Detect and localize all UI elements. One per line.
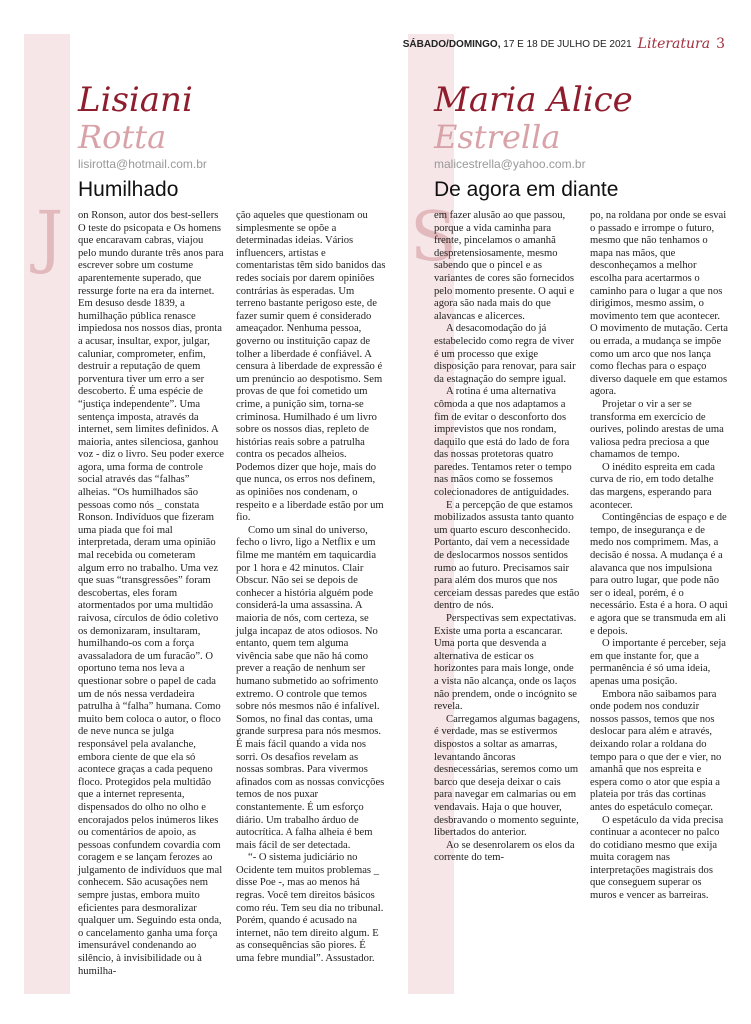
right-author-email: malicestrella@yahoo.com.br	[434, 157, 586, 171]
right-article-title: De agora em diante	[434, 178, 619, 201]
right-author-first-name: Maria Alice	[434, 80, 633, 120]
left-column-1	[78, 210, 224, 978]
paragraph: Como um sinal do universo, fecho o livro, ligo a Netflix e um filme me mantém em taquicardia por 1 hora e 42 minutos. Clair Obscur. Não sei se depois de conhecer a história alguém pode considerá-la uma assassina. A maioria de nós, com certeza, se julga incapaz de atos odiosos. No entanto, quem tem alguma vivência sabe que não há como prever a reação de nenhum ser humano submetido ao sofrimento extremo. O controle que temos sobre nós mesmos não é infalível. Somos, no final das contas, uma grande surpresa para nós mesmos. É mais fácil quando a vida nos sorri. Os desafios revelam as nossas sombras. Para vivermos afinados com as nossas convicções temos de nos puxar constantemente. É um esforço diário. Um trabalho árduo de autocrítica. A falha alheia é bem mais fácil de ser detectada.	[236, 524, 385, 851]
paragraph: Embora não saibamos para onde podem nos conduzir nossos passos, temos que nos deslocar para além e através, deixando rolar a roldana do tempo para o que der e vier, no amanhã que nos espreita e espera como o ator que espia a plateia por trás das cortinas antes do espetáculo começar.	[590, 688, 722, 813]
paragraph: on Ronson, autor dos best-sellers O teste do psicopata e Os homens que encaravam cabras, viajou pelo mundo durante três anos para escrever sobre um costume aparentemente superado, que ressurge forte na era da internet. Em desuso desde 1839, a humilhação pública renasce impiedosa nos nossos dias, pronta a acusar, insultar, expor, julgar, caluniar, comprometer, enfim, destruir a reputação de quem porventura tiver um erro a ser descoberto. É uma espécie de “justiça independente”. Uma sentença imposta, através da internet, sem limites definidos. A maioria, antes silenciosa, ganhou voz - diz o livro. Seu poder exerce agora, uma forma de controle social através das “falhas” alheias. “Os humilhados são pessoas como nós _ constata Ronson. Indivíduos que fizeram uma piada que foi mal interpretada, deram uma opinião mal recebida ou cometeram algum erro no trabalho. Uma vez que suas “transgressões” foram descobertas, eles foram atormentados por uma multidão raivosa, círculos de ódio coletivo os demonizaram, insultaram, humilhando-os com a força avassaladora de um furacão”. O oportuno tema nos leva a questionar sobre o papel de cada um de nós nessa verdadeira patrulha à “falha” humana. Como muito bem coloca o autor, o floco de neve nunca se julga responsável pela avalanche, embora ciente de que ela só acontece graças a cada pequeno floco. Protegidos pela multidão que a internet representa, dispensados do olho no olho e encorajados pelos inúmeros likes ou comentários de apoio, as pessoas confundem covardia com coragem e se lançam ferozes ao julgamento de indivíduos que mal conhecem. São acusações nem sempre justas, embora muito eficientes para desmoralizar qualquer um. Seguindo esta onda, o cancelamento ganha uma força imensurável condenando ao silêncio, à invisibilidade ou à humilha-	[78, 210, 224, 977]
paragraph: Carregamos algumas bagagens, é verdade, mas se estivermos dispostos a soltar as amarras, levantando âncoras desnecessárias, seremos como um barco que deseja deixar o cais para navegar em calmarias ou em vendavais. Haja o que houver, desbravando o momento seguinte, libertados do anterior.	[434, 713, 580, 839]
paragraph: “- O sistema judiciário no Ocidente tem muitos problemas _ disse Poe -, mas ao menos há regras. Você tem direitos básicos como réu. Tem seu dia no tribunal. Porém, quando é acusado na internet, não tem direito algum. E as consequências são piores. É uma febre mundial”. Assustador.	[236, 852, 384, 965]
left-author-email: lisirotta@hotmail.com.br	[78, 157, 207, 171]
paragraph: em fazer alusão ao que passou, porque a vida caminha para frente, pincelamos o amanhã despretensiosamente, mesmo sabendo que o pincel e as variantes de cores são fornecidos pelo momento presente. O aqui e agora são nada mais do que alavancas e alicerces.	[434, 210, 575, 322]
paragraph: Ao se desenrolarem os elos da corrente do tem-	[434, 839, 575, 864]
paragraph: ção aqueles que questionam ou simplesmente se opõe a determinadas ideias. Vários influencers, artistas e comentaristas têm sido banidos das redes sociais por darem opiniões contrárias às esperadas. Um terreno bastante perigoso este, de fazer sumir quem é considerado ameaçador. Nenhuma pessoa, governo ou instituição capaz de tolher a liberdade é confiável. A censura à liberdade de expressão é um prenúncio ao despotismo. Sem provas de que foi cometido um crime, a punição sim, torna-se criminosa. Humilhado é um livro sobre os nossos dias, repleto de histórias reais sobre a patrulha contra os pecados alheios. Podemos dizer que hoje, mais do que nunca, os erros nos definem, as opiniões nos condenam, o respeito e a liberdade estão por um fio.	[236, 210, 386, 524]
page-number: 3	[716, 36, 725, 52]
paragraph: Perspectivas sem expectativas. Existe uma porta a escancarar. Uma porta que desvenda a alternativa de esticar os horizontes para mais longe, onde a vista não alcança, onde os laços não prendem, onde o incógnito se revela.	[434, 613, 577, 713]
page-header	[403, 36, 725, 52]
paragraph: po, na roldana por onde se esvai o passado e irrompe o futuro, mesmo que não tenhamos o mapa nas mãos, que desconheçamos a melhor escolha para acertarmos o caminho para o lugar a que nos dirigimos, mesmo assim, o movimento tem que acontecer. O movimento de mutação. Certa ou errada, a mudança se impõe como um arco que nos lança como flechas para o espaço diverso daquele em que estamos agora.	[590, 210, 728, 398]
left-dropcap: J	[36, 198, 64, 277]
right-dropcap: S	[410, 198, 457, 277]
paragraph: O inédito espreita em cada curva de rio, em todo detalhe das margens, esperando para acontecer.	[590, 461, 715, 511]
paragraph: O importante é perceber, seja em que instante for, que a permanência é só uma ideia, apenas uma posição.	[590, 638, 726, 687]
paragraph: Contingências de espaço e de tempo, de insegurança e de medo nos comprimem. Mas, a decisão é nossa. A mudança é a alavanca que nos impulsiona para outro lugar, que pode não ser o ideal, porém, é o necessário. Esta é a hora. O aqui e agora que se transmuda em ali e depois.	[590, 512, 728, 637]
left-accent-band	[24, 34, 70, 994]
left-author-last-name: Rotta	[78, 118, 167, 156]
header-date: SÁBADO/DOMINGO, 17 E 18 DE JULHO DE 2021	[402, 38, 632, 50]
paragraph: E a percepção de que estamos mobilizados assusta tanto quanto um quarto escuro desconhecido. Portanto, daí vem a necessidade de deslocarmos nossos sentidos rumo ao futuro. Precisamos sair para além dos muros que nos cerceiam dessas paredes que estão dentro de nós.	[434, 499, 580, 612]
right-author-last-name: Estrella	[434, 118, 561, 156]
paragraph: A desacomodação do já estabelecido como regra de viver é um processo que exige disposição para renovar, para sair da estagnação do sempre igual.	[434, 323, 576, 385]
left-article-title: Humilhado	[78, 178, 179, 201]
left-author-first-name: Lisiani	[78, 80, 193, 120]
section-name: Literatura	[637, 36, 711, 52]
paragraph: Projetar o vir a ser se transforma em exercício de ourives, polindo arestas de uma valiosa pedra preciosa a que chamamos de tempo.	[590, 398, 724, 461]
paragraph: O espetáculo da vida precisa continuar a acontecer no palco do cotidiano mesmo que exija muita coragem nas interpretações magistrais dos que conseguem superar os muros e vencer as barreiras.	[590, 814, 724, 902]
left-column-2	[236, 210, 386, 966]
right-column-1	[434, 210, 580, 865]
paragraph: A rotina é uma alternativa cômoda a que nos adaptamos a fim de evitar o desconforto dos imprevistos que nos rondam, daquilo que está do lado de fora das nossas protetoras quatro paredes. Tentamos reter o tempo nas mãos como se fossemos colecionadores de antiguidades.	[434, 386, 572, 499]
right-column-2	[590, 210, 728, 903]
